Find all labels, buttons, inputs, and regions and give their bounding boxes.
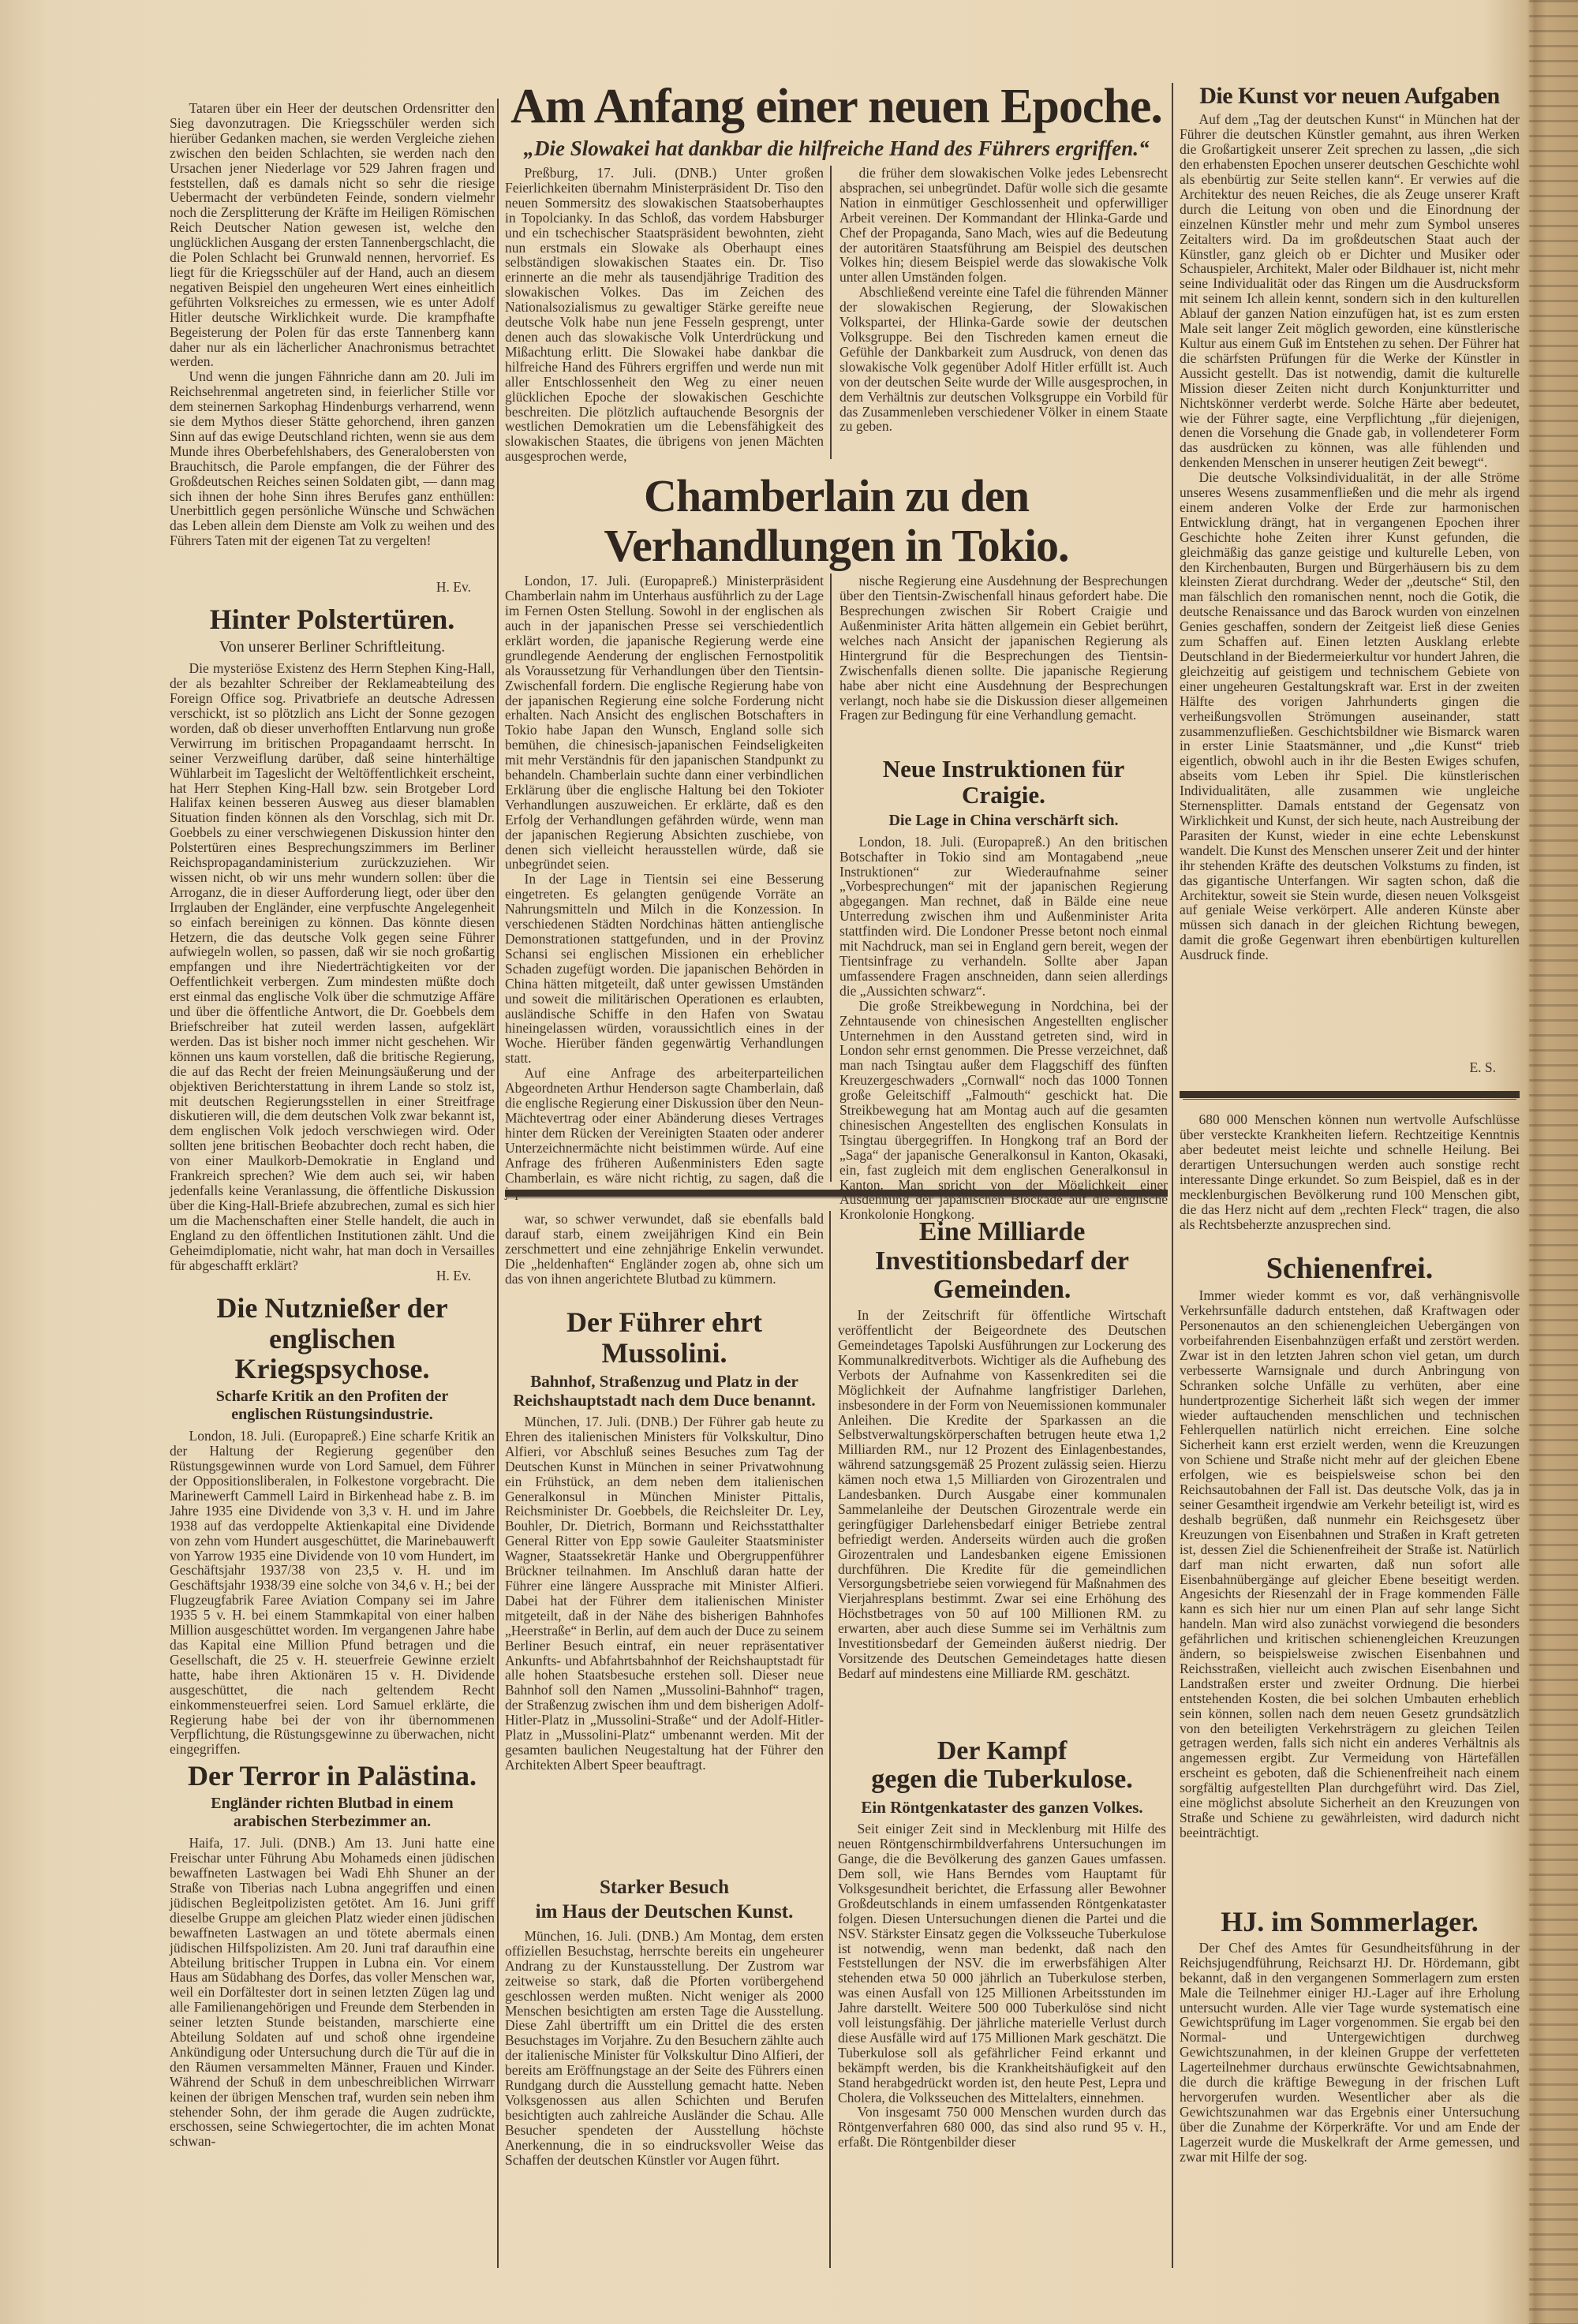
subheadline-craigie: Die Lage in China verschärft sich. [888,811,1119,829]
subheadline-nutzniesser: Scharfe Kritik an den Profiten der englischen Rüstungsindustrie. [215,1388,449,1424]
paragraph: Die deutsche Volksindividualität, in der alle Ströme unseres Wesens zusammenfließen und die mehr als irgend einem anderen Volke der Erde zur harmonischen Entwicklung drängt, hat in vergangenen Epochen ihrer Geschichte hohe Zeiten ihrer Kunst gefunden, die gleichmäßig das ganze geistige und kulturelle Leben, von den Kirchenbauten, Burgen und Bürgerhäusern bis zu dem kleinsten Zierat durchdrang. Weder der „deutsche“ Stil, den man fälschlich den romanischen nennt, noch die Gotik, die deutsche Renaissance und das Barock wurden von einzelnen Genies geschaffen, sondern der Zeitgeist ließ diese Genies zum Schaffen auf. Einen letzten Ausklang erlebte Deutschland in der Biedermeierkultur vor hundert Jahren, die gleichzeitig auf geistigem und technischem Gebiete von einer ungeheuren Gestaltungskraft war. Erst in der zweiten Hälfte des vorigen Jahrhunderts gingen die verheißungsvollen Strömungen auseinander, statt zusammenzufließen. Geschichtsbildner wie Bismarck waren in erster Linie Staatsmänner, und „die Kunst“ trieb eigentlich, obwohl auch in ihr die Besten Ewiges schufen, abseits vom Leben ihr Spiel. Die künstlerischen Individualitäten, alle zusammen wie ungleiche Sternensplitter. Damals entstand der Gegensatz von Wirklichkeit und Kunst, der sich heute, nach Austreibung der Parasiten der Kunst, wieder in eine echte Lebenskunst wandelt. Die Kunst des Menschen unserer Zeit und der hinter ihr stehenden Kräfte des deutschen Volkstums zu finden, ist das gigantische Unterfangen. Wir sagten schon, daß die Architektur, soweit sie Stein wurde, diesen neuen Volksgeist auf geniale Weise verkörpert. Alle anderen Künste aber müssen sich danach in der gleichen Richtung bewegen, damit die große Gegenwart ihren ebenbürtigen kulturellen Ausdruck finde. [1180,469,1520,963]
upper-spread [505,79,1168,1223]
headline-starker-besuch: Starker Besuch [599,1877,730,1899]
headline-starker-besuch-line2: im Haus der Deutschen Kunst. [535,1901,794,1923]
chamberlain-columns [505,573,1168,1223]
paragraph: die früher dem slowakischen Volke jedes Lebensrecht absprachen, sei unbegründet. Dafür wolle sich die gesamte Nation in einmütiger Geschlossenheit und opferwilliger Arbeit vereinen. Der Kommandant der Hlinka-Garde und Chef der Propaganda, Sano Mach, wies auf die Bedeutung der autoritären Staatsführung am Beispiel des deutschen Volkes hin; diesem Beispiel werde das slowakische Volk unter allen Umständen folgen. [839,165,1168,286]
paragraph: Immer wieder kommt es vor, daß verhängnisvolle Verkehrsunfälle dadurch entstehen, daß Kraftwagen oder Personenautos an den schienengleichen Uebergängen von vorbeifahrenden Eisenbahnzügen erfaßt und zerstört werden. Zwar ist in den letzten Jahren schon viel getan, um durch verbesserte Warnsignale und durch Anbringung von Schranken solche Unfälle zu verhüten, aber eine hundertprozentige Sicherheit läßt sich wegen der immer wieder auftauchenden menschlichen und technischen Fehlerquellen natürlich nicht erreichen. Eine solche Sicherheit kann erst erzielt werden, wenn die Kreuzungen von Schiene und Straße nicht mehr auf der gleichen Ebene erfolgen, wie es beispielsweise schon bei den Reichsautobahnen der Fall ist. Das deutsche Volk, das ja in seiner Gesamtheit irgendwie am Verkehr beteiligt ist, wird es deshalb begrüßen, daß nunmehr ein Reichsgesetz über Kreuzungen von Eisenbahnen und Straßen in Kraft getreten ist, dessen Ziel die Schienenfreiheit der Straße ist. Natürlich darf man nicht erwarten, daß nun sofort alle Eisenbahnübergänge auf gleicher Ebene beseitigt werden. Angesichts der Riesenzahl der in Frage kommenden Fälle kann es sich hier nur um einen Plan auf sehr lange Sicht handeln. Man wird also zunächst vorwiegend die besonders gefährlichen und kritischen schienengleichen Kreuzungen ändern, so beispielsweise zwischen Eisenbahnen und Reichsstraßen, vielleicht auch zwischen Eisenbahnen und Landstraßen erster und zweiter Ordnung. Die hierbei entstehenden Kosten, die bei solchen Umbauten erheblich sein können, sollen nach dem neuen Gesetz grundsätzlich von den beteiligten Verkehrsträgern zu gleichen Teilen getragen werden, falls sich nicht ein anderes Verhältnis als angemessen ergibt. Zur Vermeidung von Härtefällen erscheint es geboten, daß die Schienenfreiheit nach einem sorgfältig aufgestellten Plan durchgeführt wird. Das Ziel, eine möglichst absolute Sicherheit an den Kreuzungen von Straße und Schiene zu gewährleisten, wird dadurch nicht beeinträchtigt. [1180,1287,1520,1840]
adjacent-page-edge [1529,0,1578,2324]
paragraph: Haifa, 17. Juli. (DNB.) Am 13. Juni hatte eine Freischar unter Führung Abu Mohameds einen jüdischen bewaffneten Lastwagen bei Wadi Ehh Shuner an der Straße von Tiberias nach Lubna angegriffen und einen jüdischen Begleitpolizisten getötet. Am 16. Juni griff dieselbe Gruppe am gleichen Platz wieder einen jüdischen bewaffneten Lastwagen an und tötete abermals einen jüdischen Hilfspolizisten. Am 20. Juni traf daraufhin eine Abteilung britischer Truppen in Lubna ein. Vor einem Haus am Südabhang des Dorfes, das voller Menschen war, weil ein Dorfältester dort in seinen letzten Zügen lag und alle Familienangehörigen und Freunde dem Sterbenden in seiner letzten Stunde beistanden, marschierte eine Abteilung Soldaten auf und schoß ohne irgendeine Ankündigung oder Untersuchung durch die Tür auf die in den Räumen versammelten Männer, Frauen und Kinder. Während der Schuß in dem unbeschreiblichen Wirrwarr keinen der übrigen Menschen traf, wurden sein neben ihm stehender Sohn, der ihm gerade die Augen zudrückte, erschossen, seine Schwiegertochter, die im achten Monat schwan- [170,1835,495,2150]
article-tuberkulose-continued [1180,1112,1520,1248]
headline-kampf-line2: gegen die Tuberkulose. [871,1765,1133,1795]
article-craigie [839,833,1168,1223]
paragraph: Tataren über ein Heer der deutschen Ordensritter den Sieg davonzutragen. Die Kriegsschüler werden sich hierüber Gedanken machen, sie werden Vergleiche ziehen zwischen den beiden Schlachten, sie werden nach den Ursachen jener Niederlage vor 529 Jahren fragen und feststellen, daß es damals nicht so sehr die riesige Uebermacht der verbündeten Feinde, sondern vielmehr noch die Zersplitterung der Kräfte im Heiligen Römischen Reich Deutscher Nation gewesen ist, welche den unglücklichen Ausgang der ersten Tannenbergschlacht, die die Polen Schlacht bei Grunwald nennen, hervorrief. Es liegt für die Kriegsschüler auf der Hand, auch an diesem negativen Beispiel den ungeheuren Wert eines einheitlich geführten Volksreiches zu ermessen, wie es unter Adolf Hitler deutsche Wirklichkeit wurde. Die krampfhafte Begeisterung der Polen für das erste Tannenberg kann daher nur als ein lächerlicher Anachronismus betrachtet werden. [170,100,495,370]
article-nutzniesser [170,1429,495,1756]
paragraph: In der Lage in Tientsin sei eine Besserung eingetreten. Es gelangten genügende Vorräte an Nahrungsmitteln und Milch in die Konzession. In verschiedenen Städten Nordchinas hätten antienglische Demonstrationen stattgefunden, und in der Provinz Schansi sei englischen Missionen ein erheblicher Schaden zugefügt worden. Die japanischen Behörden in China hätten mitgeteilt, daß unter gewissen Umständen und soweit die militärischen Operationen es erlaubten, ausländische Schiffe in den Hafen von Swatau hineingelassen würden, voraussichtlich eines in der Woche. Hierüber fänden gegenwärtig Verhandlungen statt. [505,871,824,1067]
column-1 [170,101,495,2267]
paragraph: Und wenn die jungen Fähnriche dann am 20. Juli im Reichsehrenmal angetreten sind, in feierlicher Stille vor dem steinernen Sarkophag Hindenburgs verharrend, wenn sie dem Mythos dieser Stätte gehorchend, ihren ganzen Sinn auf das ewige Deutschland richten, wenn sie aus dem Munde ihres Oberbefehlshabers, des Generalobersten von Brauchitsch, die Parole empfangen, die der Führer des Großdeutschen Reiches seinen Soldaten gibt, — dann mag sich ihnen der hohe Sinn ihres Berufes ganz enthüllen: Unerbittlich gegen persönliche Wünsche und Schwächen das Leben allein dem Dienste am Volk zu weihen und des Führers Taten mit der eigenen Tat zu vergelten! [170,368,495,549]
article-hj-sommerlager [1180,1941,1520,2267]
article-schienenfrei [1180,1288,1520,1902]
subheadline-kampf: Ein Röntgenkataster des ganzen Volkes. [861,1798,1143,1818]
subheadline-terror: Engländer richten Blutbad in einem arabischen Sterbezimmer an. [211,1795,454,1831]
article-chamberlain-right [839,574,1168,751]
article-tuberkulose [838,1821,1166,2267]
headline-hj-sommerlager: HJ. im Sommerlager. [1221,1906,1479,1938]
headline-nutzniesser: Die Nutznießer der englischen Kriegspsychose. [216,1291,448,1385]
article-terror [170,1836,495,2267]
article-slowakei-left [505,165,830,465]
article-terror-continued [505,1212,824,1302]
article-polstertueren [170,660,495,1273]
column-rule [829,1211,831,2268]
chamberlain-right-stack [830,573,1168,1223]
subheadline-neue-epoche: „Die Slowakei hat dankbar die hilfreiche Hand des Führers ergriffen.“ [523,136,1150,160]
paragraph: 680 000 Menschen können nun wertvolle Aufschlüsse über versteckte Krankheiten liefern. Rechtzeitige Kenntnis aber bedeutet meist leichte und schnelle Heilung. Bei derartigen Untersuchungen werden auch sonstige recht interessante Dinge erkundet. So zum Beispiel, daß es in der mecklenburgischen Bevölkerung rund 100 Menschen gibt, die das Herz nicht auf dem „rechten Fleck“ tragen, die also als Rechtsbeherzte anzusprechen sind. [1180,1112,1520,1232]
article-starker-besuch [505,1929,824,2267]
headline-kampf: Der Kampf [937,1736,1068,1765]
paragraph: war, so schwer verwundet, daß sie ebenfalls bald darauf starb, einem zweijährigen Kind ein Bein zerschmettert und eine zehnjährige Enkelin verwundet. Die „heldenhaften“ Engländer zogen ab, ohne sich um das von ihnen angerichtete Blutbad zu kümmern. [505,1211,824,1287]
article-signature: E. S. [1469,1059,1496,1076]
article-tannenberg [170,101,495,580]
article-signature: H. Ev. [436,579,471,596]
paragraph: Die große Streikbewegung in Nordchina, bei der Zehntausende von chinesischen Angestellten englischer Unternehmen in den Ausstand getreten sind, wird in London sehr ernst genommen. Die Presse verzeichnet, daß man nach Tsingtau außer dem Flaggschiff des fünften Kreuzergeschwaders „Cornwall“ noch das 1000 Tonnen große Geleitschiff „Falmouth“ geschickt hat. Die Streikbewegung hat am Montag auch auf die gesamten chinesischen Angestellten des englischen Konsulats in Tsingtau übergegriffen. In Hongkong traf an Bord der „Saga“ der japanische Generalkonsul in Kanton, Okasaki, ein, fast zugleich mit dem englischen Generalkonsul in Kanton. Man spricht von der Möglichkeit einer Ausdehnung der japanischen Blockade auf die englische Kronkolonie Hongkong. [839,997,1168,1223]
paragraph: Auf eine Anfrage des arbeiterparteilichen Abgeordneten Arthur Henderson sagte Chamberlain, daß die englische Regierung einer Diskussion über den Neun-Mächtevertrag oder einer Abänderung dieses Vertrages hinter dem Rücken der Vereinigten Staaten oder anderer Unterzeichnermächte nicht beistimmen würde. Auf eine Anfrage des früheren Außenministers Eden sagte Chamberlain, es wäre nicht richtig, zu sagen, daß die japa- [505,1065,824,1201]
headline-mussolini: Der Führer ehrt Mussolini. [567,1306,762,1369]
subheadline-mussolini: Bahnhof, Straßenzug und Platz in der Reichshauptstadt nach dem Duce benannt. [513,1371,816,1410]
headline-kunst: Die Kunst vor neuen Aufgaben [1199,83,1500,109]
paragraph: nische Regierung eine Ausdehnung der Besprechungen über den Tientsin-Zwischenfall hinaus gefordert habe. Die Besprechungen zwischen Sir Robert Craigie und Außenminister Arita hätten allgemein ein Gebiet berührt, welches nach Ansicht der japanischen Regierung als Hintergrund für die Besprechungen des Tientsin-Zwischenfalls dienen sollte. Die japanische Regierung habe aber nicht eine Ausdehnung der Besprechungen verlangt, noch habe sie die Diskussion dieser allgemeinen Fragen zur Bedingung für eine Verhandlung gemacht. [839,573,1168,723]
paragraph: Von insgesamt 750 000 Menschen wurden durch das Röntgenverfahren 680 000, das sind also rund 95 v. H., erfaßt. Die Röntgenbilder dieser [838,2104,1166,2150]
headline-milliarde: Eine Milliarde Investitionsbedarf der Gemeinden. [874,1217,1130,1305]
article-mussolini [505,1414,824,1870]
article-signature: H. Ev. [436,1267,471,1283]
article-milliarde [838,1308,1166,1731]
paragraph: München, 16. Juli. (DNB.) Am Montag, dem ersten offiziellen Besuchstag, herrschte bereits ein ungeheurer Andrang zu der Kunstausstellung. Der Zustrom war zeitweise so stark, daß die Pforten vorübergehend geschlossen werden mußten. Nicht weniger als 2000 Menschen besichtigten am ersten Tage die Ausstellung. Diese Zahl übertrifft um ein Drittel die des ersten Besuchstages im Vorjahre. Zu den Besuchern zählte auch der italienische Minister für Volkskultur Dino Alfieri, der bereits am Eröffnungstage an der Seite des Führers einen Rundgang durch die Ausstellung gemacht hatte. Neben Volksgenossen aus allen Schichten und Berufen besichtigten auch zahlreiche Ausländer die Schau. Alle Besucher spendeten der Ausstellung höchste Anerkennung, die in so eindrucksvoller Weise das Schaffen der deutschen Künstler vor Augen führt. [505,1927,824,2168]
paragraph: Abschließend vereinte eine Tafel die führenden Männer der slowakischen Regierung, der Slowakischen Volkspartei, der Hlinka-Garde sowie der deutschen Volksgruppe. Bei den Tischreden kamen erneut die Gefühle der Dankbarkeit zum Ausdruck, von denen das slowakische Volk gegenüber Adolf Hitler erfüllt ist. Auch von der deutschen Seite wurde der Wille ausgesprochen, in dem Verhältnis zur deutschen Volksgruppe ein Vorbild für das Zusammenleben verschiedener Völker in einem Staate zu geben. [839,284,1168,435]
paragraph: Seit einiger Zeit sind in Mecklenburg mit Hilfe des neuen Röntgenschirmbildverfahrens Untersuchungen im Gange, die die Bevölkerung des ganzen Gaues umfassen. Dem soll, wie Hans Berndes vom Hauptamt für Volksgesundheit berichtet, die Erfassung aller Bewohner Großdeutschlands in einem umfassenden Röntgenkataster folgen. Diesen Untersuchungen dienen die Partei und die NSV. Stärkster Einsatz gegen die Volksseuche Tuberkulose ist notwendig, wenn man bedenkt, daß nach den Feststellungen der NSV. die im erwerbsfähigen Alter stehenden etwa 50 000 jährlich an Tuberkulose sterben, was einen Ausfall von 125 Millionen Arbeitsstunden im Jahre darstellt. Weitere 500 000 Tuberkulöse sind nicht voll leistungsfähig. Der jährliche materielle Verlust durch diese Ausfälle wird auf 175 Millionen Mark geschätzt. Die Tuberkulose soll als gefährlicher Feind erkannt und bekämpft werden, bis die Krankheitshäufigkeit auf den Stand herabgedrückt worden ist, den heute Pest, Lepra und Cholera, die Volksseuchen des Mittelalters, einnehmen. [838,1821,1166,2105]
article-kunst [1180,112,1520,1060]
paragraph: London, 18. Juli. (Europapreß.) Eine scharfe Kritik an der Haltung der Regierung gegenüber den Rüstungsgewinnen wurde von Lord Samuel, dem Führer der Oppositionsliberalen, in Folkestone vorgebracht. Die Marinewerft Cammell Laird in Birkenhead habe z. B. im Jahre 1935 eine Dividende von 3,3 v. H. und im Jahre 1938 auf das verdoppelte Aktienkapital eine Dividende von zehn vom Hundert ausgeschüttet, die Marinebauwerft von Yarrow 1935 eine Dividende von 10 vom Hundert, im Geschäftsjahr 1937/38 von 23,5 v. H. und im Geschäftsjahr 1938/39 eine solche von 34,6 v. H.; bei der Flugzeugfabrik Faree Aviation Company sei im Jahre 1935 5 v. H. bei einem Stammkapital von einer halben Million ausgeschüttet worden. Im vergangenen Jahre habe das Kapital eine Million Pfund betragen und die Gesellschaft, die 25 v. H. steuerfreie Gewinne erzielt hatte, habe ihren Aktionären 15 v. H. Dividende ausgeschüttet, die nach geltendem Recht einkommensteuerfrei seien. Lord Samuel erklärte, die Regierung habe bei der von ihr übernommenen Verpflichtung, die Rüstungsgewinne zu überwachen, nicht eingegriffen. [170,1428,495,1758]
paragraph: Auf dem „Tag der deutschen Kunst“ in München hat der Führer die deutschen Künstler gemahnt, aus ihren Werken die Großartigkeit unserer Zeit sprechen zu lassen, „die sich den erhabensten Epochen unserer deutschen Geschichte wohl als ebenbürtig zur Seite stellen kann“. Er verwies auf die Architektur des neuen Reiches, die als Zeuge unserer Kraft durch die Leitung von oben und die Einordnung der einzelnen Künstler mehr und mehr zum Symbol unseres Zeitalters wird. Da im großdeutschen Staat auch der Künstler, ganz gleich ob er Dichter und Musiker oder Schauspieler, Architekt, Maler oder Bildhauer ist, nicht mehr seine Individualität oder das Ringen um die Ausdrucksform mit seinem Ich allein kennt, sondern sich in den kulturellen Ablauf der ganzen Nation einzufügen hat, ist es zum ersten Male seit langer Zeit möglich geworden, eine künstlerische Kultur aus einem Guß im Entstehen zu sehen. Der Führer hat die schärfsten Prüfungen für die Werke der Künstler in Aussicht gestellt. Das ist notwendig, damit die kulturelle Mission dieser Zeiten nicht durch Konjunkturritter und Nichtskönner verderbt werde. Solche Härte aber bedeutet, wie der Führer sagte, eine Verpflichtung „für diejenigen, denen die Vorsehung die Gnade gab, in vollendeterer Form das ausdrücken zu können, was alle fühlenden und denkenden Menschen in unserer heutigen Zeit bewegt“. [1180,111,1520,471]
headline-neue-epoche: Am Anfang einer neuen Epoche. [510,80,1162,133]
paragraph: In der Zeitschrift für öffentliche Wirtschaft veröffentlicht der Beigeordnete des Deutschen Gemeindetages Tapolski Ausführungen zur Lockerung des Kommunalkreditverbots. Wichtiger als die Aufhebung des Verbots der Aufnahme von Kassenkrediten sei die Möglichkeit der Aufnahme langfristiger Darlehen, insbesondere in der Form von Neuemissionen kommunaler Anleihen. Die Kredite der Sparkassen an die Selbstverwaltungskörperschaften betrugen heute etwa 1,2 Milliarden RM., nur 12 Prozent des Einlagenbestandes, während satzungsgemäß 25 Prozent zulässig seien. Hierzu kämen noch etwa 1,5 Milliarden von Girozentralen und Landesbanken. Durch Ausgabe einer kommunalen Sammelanleihe der Deutschen Girozentrale werde ein geringfügiger Darlehensbedarf einiger Betriebe zentral befriedigt werden. Anderseits würden auch die großen Girozentralen und Landesbanken eigene Emissionen durchführen. Die Kredite für die gemeindlichen Versorgungsbetriebe seien vorwiegend für Maßnahmen des Vierjahresplans bestimmt. Zwar sei eine Erhöhung des Höchstbetrages von 50 auf 100 Millionen RM. zu erwarten, aber auch diese Summe sei im Verhältnis zum Investitionsbedarf der Gemeinden äußerst niedrig. Der Vorsitzende des Deutschen Gemeindetages hatte diesen Bedarf auf mindestens eine Milliarde RM. geschätzt. [838,1307,1166,1681]
article-slowakei-right [830,166,1168,459]
headline-schienenfrei: Schienenfrei. [1266,1252,1434,1286]
paragraph: Die mysteriöse Existenz des Herrn Stephen King-Hall, der als bezahlter Schreiber der Reklameabteilung des Foreign Office sog. Privatbriefe an deutsche Adressen verschickt, ist so plötzlich ans Licht der Sonne gezogen worden, daß ob dieser unverhofften Entlarvung nun große Verwirrung im britischen Propagandaamt herrscht. In seiner Verzweiflung darüber, daß seine hinterhältige Wühlarbeit im Tageslicht der Weltöffentlichkeit erscheint, hat Herr Stephen King-Hall bzw. sein Brotgeber Lord Halifax keinen besseren Ausweg aus dieser blamablen Situation finden können als den Vorschlag, sich mit Dr. Goebbels zu einer verschwiegenen Diskussion hinter den Polstertüren eines Besprechungszimmers im Berliner Reichspropagandaministerium zurückzuziehen. Wir wissen nicht, ob wir uns mehr wundern sollen: über die Arroganz, die in dieser Aufforderung liegt, oder über den Irrglauben der Engländer, eine verpfuschte Angelegenheit so einfach bereinigen zu können. Das könnte diesen Hetzern, die das deutsche Volk gegen seine Führer aufwiegeln wollen, so passen, daß wir sie noch großartig empfangen und ihre Niederträchtigkeiten vor der Oeffentlichkeit verbergen. Zum mindesten müßte doch erst einmal das englische Volk über die schmutzige Affäre und über die öffentliche Antwort, die Dr. Goebbels dem Briefschreiber hat zuteil werden lassen, aufgeklärt werden. Das ist bisher noch immer nicht geschehen. Wir können uns kaum vorstellen, daß die britische Regierung, die auf das Recht der freien Meinungsäußerung und der objektiven Berichterstattung in ihrem Lande so stolz ist, mit deutschen Regierungsstellen in einer Streitfrage diskutieren will, die dem deutschen Volk zwar bekannt ist, dem englischen Volk jedoch verschwiegen wird. Oder sollten jene britischen Beobachter doch recht haben, die von einer Maulkorb-Demokratie in England und Frankreich sprechen? Wie dem auch sei, wir haben jedenfalls keine Veranlassung, die öffentliche Diskussion über die King-Hall-Briefe abzubrechen, zumal es sich hier um die Machenschaften einer Stelle handelt, die auch in England zu den öffentlichen Institutionen zählt. Und die Geheimdiplomatie, nicht wahr, hat man doch in Versailles für abgeschafft erklärt? [170,660,495,1273]
column-rule [1172,83,1173,2268]
paragraph: London, 18. Juli. (Europapreß.) An den britischen Botschafter in Tokio sind am Montagabend „neue Instruktionen“ zur Wiederaufnahme seiner „Vorbesprechungen“ mit der japanischen Regierung abgegangen. Man rechnet, daß in Bälde eine neue Unterredung zwischen ihm und Außenminister Arita stattfinden wird. Die Londoner Presse betont noch einmal mit Nachdruck, man sei in England gern bereit, wegen der Tientsinfrage zu verhandeln. Sollte aber Japan umfassendere Fragen anschneiden, dann seien allerdings die „Aussichten schwarz“. [839,833,1168,999]
headline-polstertueren: Hinter Polstertüren. [209,603,455,636]
paragraph: Preßburg, 17. Juli. (DNB.) Unter großen Feierlichkeiten übernahm Ministerpräsident Dr. Tiso den neuen Sommersitz des slowakischen Staatsoberhauptes in Topolcianky. In das Schloß, das vordem Habsburger und ein tschechischer Staatspräsident bewohnten, zieht nun erstmals ein Slowake als Oberhaupt eines selbständigen slowakischen Staates ein. Dr. Tiso erinnerte an die mehr als tausendjährige Tradition des slowakischen Volkes. Das im Zeichen des Nationalsozialismus zu gewaltiger Stärke gereifte neue deutsche Volk habe nun jene Fesseln gesprengt, unter denen auch das slowakische Volk Unterdrückung und Mißachtung erlitt. Die Slowakei habe dankbar die hilfreiche Hand des Führers ergriffen und werde nun mit aller Entschlossenheit den Weg zu einer neuen glücklichen Epoche der slowakischen Geschichte beschreiten. Die plötzlich auftauchende Besorgnis der westlichen Demokratien um die Lebensfähigkeit des slowakischen Staates, die übrigens von jenen Mächten ausgesprochen werde, [505,165,824,465]
subheadline-polstertueren: Von unserer Berliner Schriftleitung. [219,638,446,656]
column-4 [1180,79,1520,2267]
slowakei-columns [505,165,1168,465]
column-2-lower [505,1212,824,2267]
headline-craigie: Neue Instruktionen für Craigie. [882,754,1125,809]
column-rule [497,99,499,2268]
headline-terror: Der Terror in Palästina. [187,1760,477,1792]
section-divider [1180,1091,1520,1098]
paragraph: London, 17. Juli. (Europapreß.) Ministerpräsident Chamberlain nahm im Unterhaus ausführlich zu der Lage im Fernen Osten Stellung. Sowohl in der englischen als auch in der japanischen Presse sei verschiedentlich erklärt worden, die japanische Regierung werde eine grundlegende Aenderung der englischen Fernostpolitik als Voraussetzung für Verhandlungen über den Tientsin-Zwischenfall fordern. Die englische Regierung habe von der japanischen Regierung eine solche Forderung nicht erhalten. Nach Ansicht des englischen Botschafters in Tokio habe Japan den Wunsch, England solle sich bemühen, die chinesisch-japanischen Feindseligkeiten mit mehr Verständnis für den japanischen Standpunkt zu behandeln. Chamberlain suchte dann einer verbindlichen Erklärung über die englische Haltung bei den Tokioter Verhandlungen auszuweichen. Er erklärte, daß es den Erfolg der Verhandlungen gefährden würde, wenn man der japanischen Regierung Absichten zuschiebe, von denen sich vielleicht herausstellen würde, daß sie unbegründet seien. [505,573,824,872]
headline-chamberlain: Chamberlain zu den Verhandlungen in Tokio. [604,470,1069,571]
paragraph: München, 17. Juli. (DNB.) Der Führer gab heute zu Ehren des italienischen Ministers für Volkskultur, Dino Alfieri, vor Abschluß seines Besuches zum Tag der Deutschen Kunst in München in seiner Privatwohnung ein Frühstück, an dem neben dem italienischen Generalkonsul in München Minister Pittalis, Reichsminister Dr. Goebbels, die Reichsleiter Dr. Ley, Bouhler, Dr. Dietrich, Bormann und Reichsstatthalter General Ritter von Epp sowie Gauleiter Staatsminister Wagner, Staatssekretär Hanke und Obergruppenführer Brückner teilnahmen. Im Anschluß daran hatte der Führer eine längere Aussprache mit Minister Alfieri. Dabei hat der Führer dem italienischen Minister mitgeteilt, daß in der Nähe des bisherigen Bahnhofes „Heerstraße“ in Berlin, auf dem auch der Duce zu seinem Berliner Besuch eintraf, ein neuer repräsentativer Ankunfts- und Abfahrtsbahnhof der Reichshauptstadt für alle hohen Staatsbesuche erstehen soll. Dieser neue Bahnhof soll den Namen „Mussolini-Bahnhof“ tragen, der Straßenzug zwischen ihm und dem bisherigen Adolf-Hitler-Platz in „Mussolini-Straße“ und der Adolf-Hitler-Platz in „Mussolini-Platz“ umbenannt werden. Mit der gesamten baulichen Neugestaltung hat der Führer den Architekten Albert Speer beauftragt. [505,1414,824,1773]
article-chamberlain-left [505,573,830,1201]
column-3-lower [838,1213,1166,2267]
paragraph: Der Chef des Amtes für Gesundheitsführung in der Reichsjugendführung, Reichsarzt HJ. Dr. Hördemann, gibt bekannt, daß in den vergangenen Sommerlagern zum ersten Male die Teilnehmer einiger HJ.-Lager auf ihre Erholung untersucht wurden. Alle vier Tage wurde systematisch eine Gewichtsprüfung im Lager vorgenommen. Sie ergab bei den Normal- und Untergewichtigen durchweg Gewichtszunahmen, in der kleinen Gruppe der verfetteten Lagerteilnehmer durchaus erwünschte Gewichtsabnahmen, die durch die kräftige Bewegung in der frischen Luft hervorgerufen wurden. Wesentlicher aber als die Gewichtszunahmen war das Ergebnis einer Untersuchung über die Zunahme der Körperkräfte. Vor und am Ende der Lagerzeit wurde die Muskelkraft der Arme gemessen, und zwar mit Hilfe der sog. [1180,1939,1520,2165]
